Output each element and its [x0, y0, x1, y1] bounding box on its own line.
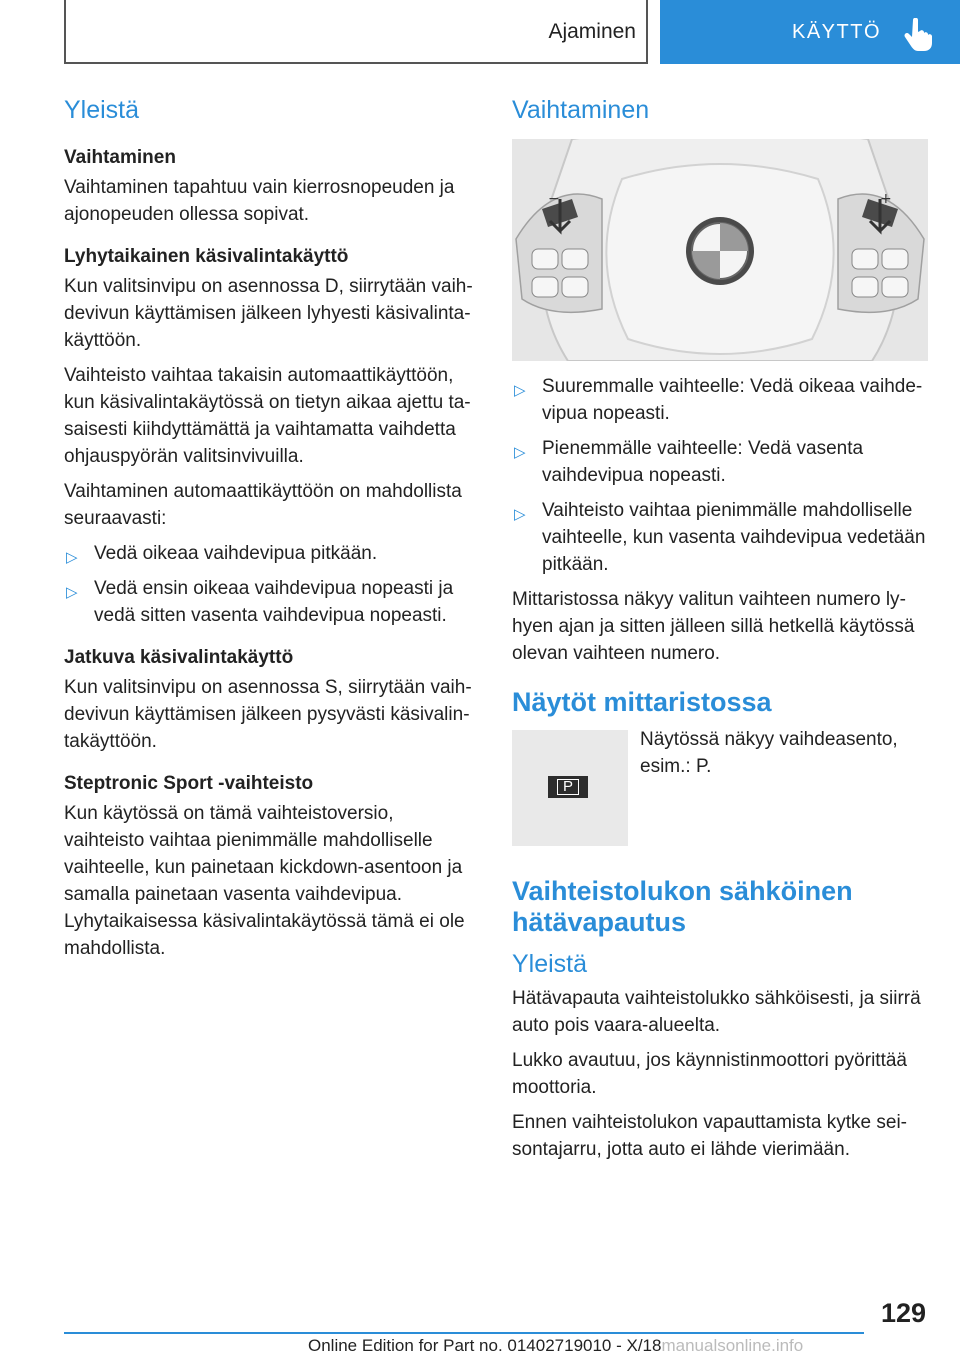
short-manual-list [64, 540, 478, 629]
short-manual-text-3: Vaihtaminen automaattikäyttöön on mahdollista seuraavasti: [64, 481, 462, 529]
page-number: 129 [880, 1298, 926, 1328]
shifting-list [512, 373, 928, 578]
list-item [512, 435, 928, 489]
section-title-general: Yleistä [64, 96, 140, 124]
pointing-hand-icon [904, 18, 934, 52]
subhead-steptronic-sport: Steptronic Sport -vaihteisto [64, 773, 314, 794]
list-item [64, 540, 478, 567]
triangle-bullet-icon: ▷ [514, 506, 526, 523]
continuous-manual-text: Kun valitsinvipu on asennossa S, siirrytään vaihdevivun käyttämisen jälkeen pysyvästi käsivalintakäyttöön. [64, 677, 472, 752]
list-item-text: Vedä oikeaa vaihdevipua pitkään. [94, 543, 378, 564]
triangle-bullet-icon: ▷ [66, 584, 78, 601]
section-title-displays: Näytöt mittaristossa [512, 687, 772, 717]
display-text: Näytössä näkyy vaihdeasento, esim.: P. [640, 729, 898, 777]
shifting-text: Vaihtaminen tapahtuu vain kierrosnopeuden ja ajonopeuden ollessa sopivat. [64, 177, 455, 225]
cluster-gear-text: Mittaristossa näkyy valitun vaihteen numero lyhyen ajan ja sitten jälleen sillä hetkellä käytössä olevan vaihteen numero. [512, 589, 915, 664]
section-title-emergency-release: Vaihteistolukon sähköinen hätävapautus [512, 876, 853, 937]
short-manual-text-2: Vaihteisto vaihtaa takaisin automaattikäyttöön, kun käsivalintakäytössä on tietyn aikaa ajettu tasaisesti kiihdyttämättä ja vaihtamatta vaihdetta ohjauspyörän valitsinvivuilla. [64, 365, 471, 467]
emergency-text-3: Ennen vaihteistolukon vapauttamista kytke seisontajarru, jotta auto ei lähde vierimään. [512, 1112, 907, 1160]
list-item [512, 373, 928, 427]
park-indicator-symbol: P [557, 779, 579, 795]
short-manual-text-1: Kun valitsinvipu on asennossa D, siirrytään vaihdevivun käyttämisen jälkeen lyhyesti käsivalintakäyttöön. [64, 276, 473, 351]
edition-text: Online Edition for Part no. 01402719010 - X/18 [308, 1336, 662, 1355]
triangle-bullet-icon: ▷ [66, 549, 78, 566]
right-column [512, 96, 928, 1163]
list-item-text: Vaihteisto vaihtaa pienimmälle mahdolliselle vaihteelle, kun vasenta vaihdevipua vedetään pitkään. [542, 500, 926, 575]
list-item [64, 575, 478, 629]
subhead-short-manual: Lyhytaikainen käsivalintakäyttö [64, 246, 349, 267]
list-item [512, 497, 928, 578]
minus-paddle-label: − [548, 191, 560, 207]
chapter-tab-label: KÄYTTÖ [792, 21, 882, 43]
plus-paddle-label: + [880, 191, 892, 207]
triangle-bullet-icon: ▷ [514, 444, 526, 461]
subsection-title-general: Yleistä [512, 950, 588, 978]
triangle-bullet-icon: ▷ [514, 382, 526, 399]
left-column [64, 96, 478, 962]
chapter-tab[interactable] [660, 0, 960, 64]
park-indicator-icon [548, 776, 588, 798]
emergency-text-1: Hätävapauta vaihteistolukko sähköisesti, ja siirrä auto pois vaara-alueelta. [512, 988, 921, 1036]
steptronic-sport-text: Kun käytössä on tämä vaihteistoversio, vaihteisto vaihtaa pienimmälle mahdolliselle vaihteelle, kun painetaan kickdown-asentoon ja samalla painetaan vasenta vaihdevipua. Lyhytaikaisessa käsivalintakäytössä tämä ei ole mahdollista. [64, 803, 465, 959]
steering-wheel-image [512, 139, 928, 361]
subhead-continuous-manual: Jatkuva käsivalintakäyttö [64, 647, 294, 668]
header-section-title: Ajaminen [548, 20, 636, 43]
list-item-text: Vedä ensin oikeaa vaihdevipua nopeasti ja vedä sitten vasenta vaihdevipua nopeasti. [94, 578, 454, 626]
list-item-text: Suuremmalle vaihteelle: Vedä oikeaa vaihdevipua nopeasti. [542, 376, 923, 424]
footer-divider [64, 1332, 864, 1334]
list-item-text: Pienemmälle vaihteelle: Vedä vasenta vaihdevipua nopeasti. [542, 438, 864, 486]
subhead-shifting: Vaihtaminen [64, 147, 176, 168]
watermark-text: manualsonline.info [661, 1336, 804, 1355]
footer-edition [308, 1336, 803, 1356]
section-title-shifting: Vaihtaminen [512, 96, 650, 124]
gear-display-image [512, 730, 628, 846]
steering-wheel-illustration [512, 139, 928, 361]
emergency-text-2: Lukko avautuu, jos käynnistinmoottori pyörittää moottoria. [512, 1050, 907, 1098]
